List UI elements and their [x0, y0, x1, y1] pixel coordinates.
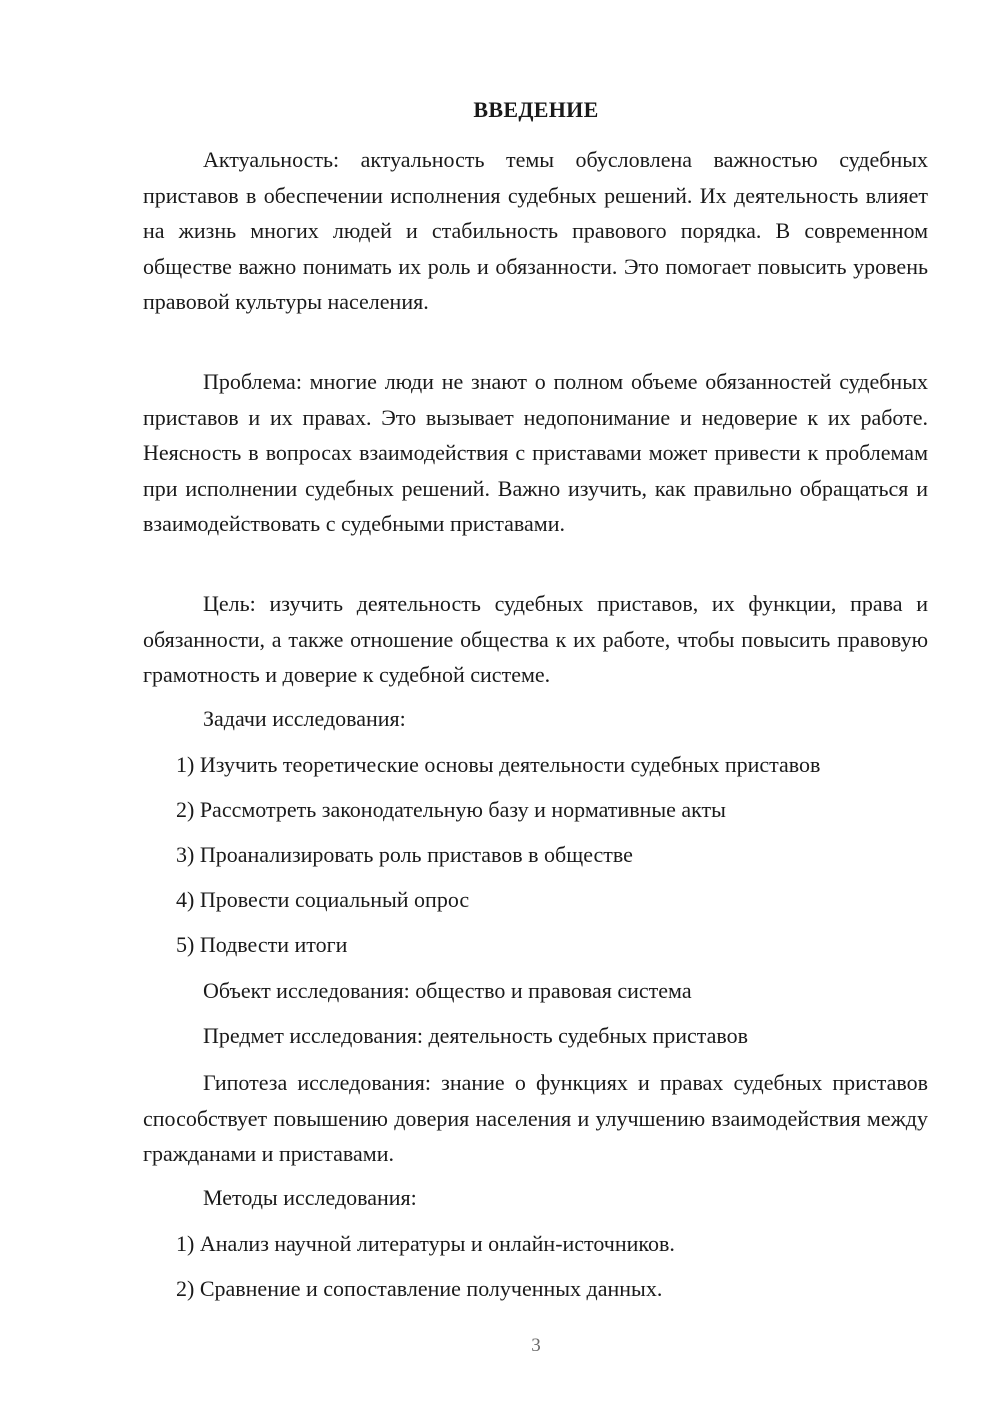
task-item: 1) Изучить теоретические основы деятельности судебных приставов — [176, 752, 821, 777]
methods-label: Методы исследования: — [203, 1185, 417, 1210]
problem-paragraph: Проблема: многие люди не знают о полном объеме обязанностей судебных приставов и их правах. Это вызывает недопонимание и недоверие к их работе. Неясность в вопросах взаимодействия с приставами может привести к проблемам при исполнении судебных решений. Важно изучить, как правильно обращаться и взаимодействовать с судебными приставами. — [143, 369, 928, 536]
task-item: 4) Провести социальный опрос — [176, 887, 470, 912]
page-title: ВВЕДЕНИЕ — [473, 97, 599, 122]
method-item: 2) Сравнение и сопоставление полученных данных. — [176, 1276, 663, 1301]
research-object: Объект исследования: общество и правовая система — [203, 978, 692, 1003]
research-subject: Предмет исследования: деятельность судебных приставов — [203, 1023, 749, 1048]
method-item: 1) Анализ научной литературы и онлайн-источников. — [176, 1231, 675, 1256]
task-item: 5) Подвести итоги — [176, 932, 348, 957]
page-number: 3 — [531, 1335, 541, 1356]
task-item: 3) Проанализировать роль приставов в обществе — [176, 842, 633, 867]
tasks-label: Задачи исследования: — [203, 706, 406, 731]
hypothesis-paragraph: Гипотеза исследования: знание о функциях и правах судебных приставов способствует повышению доверия населения и улучшению взаимодействия между гражданами и приставами. — [143, 1070, 928, 1166]
relevance-paragraph: Актуальность: актуальность темы обусловлена важностью судебных приставов в обеспечении исполнения судебных решений. Их деятельность влияет на жизнь многих людей и стабильность правового порядка. В современном обществе важно понимать их роль и обязанности. Это помогает повысить уровень правовой культуры населения. — [143, 147, 928, 314]
goal-paragraph: Цель: изучить деятельность судебных приставов, их функции, права и обязанности, а также отношение общества к их работе, чтобы повысить правовую грамотность и доверие к судебной системе. — [143, 591, 928, 687]
task-item: 2) Рассмотреть законодательную базу и нормативные акты — [176, 797, 726, 822]
